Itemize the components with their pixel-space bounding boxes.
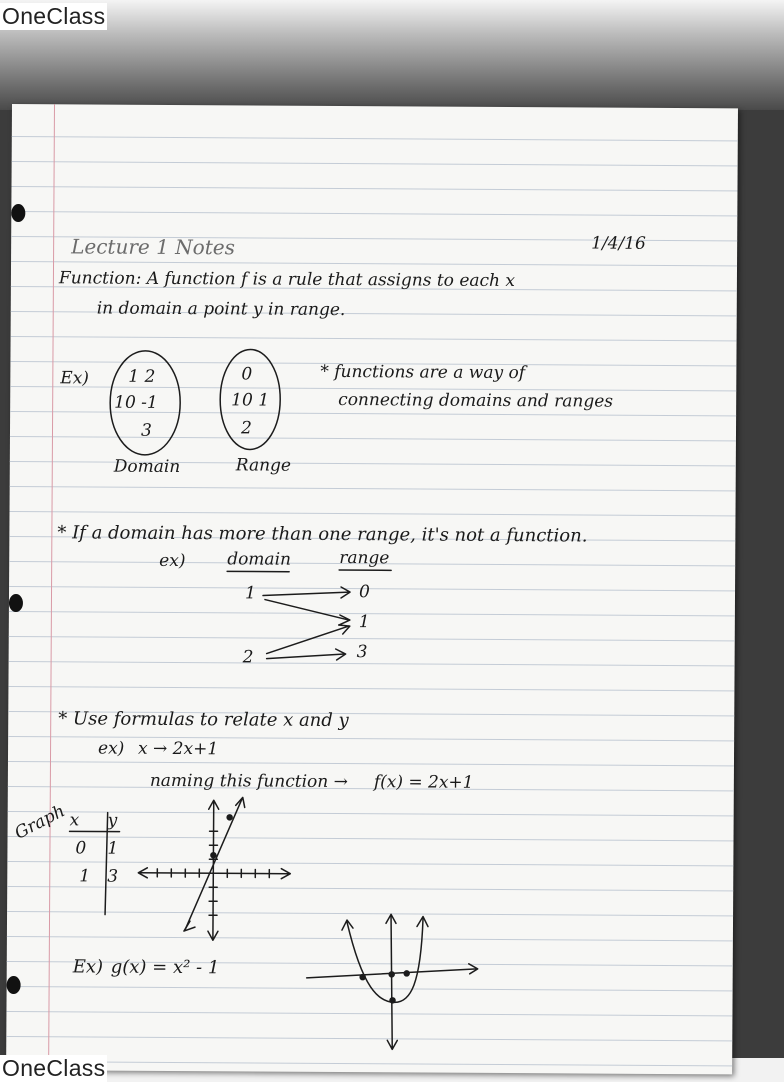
range-oval (220, 349, 281, 449)
example3-label: ex) (98, 738, 125, 759)
mapping-domain-value: 1 (244, 583, 256, 604)
range-set-item: 2 (240, 418, 252, 439)
line-graph (138, 797, 291, 941)
mapping-range-value: 0 (358, 582, 370, 603)
scanner-top-shadow (0, 0, 784, 110)
oneclass-watermark-top: OneClass (2, 3, 106, 29)
notes-date: 1/4/16 (591, 233, 646, 254)
domain-header: domain (227, 549, 292, 570)
mapping-arrows (263, 587, 350, 661)
definition-line-2: in domain a point y in range. (96, 298, 346, 321)
mapping-domain-value: 2 (242, 647, 254, 668)
mapping-range-value: 3 (356, 642, 368, 663)
mapping-range-value: 1 (358, 612, 370, 633)
domain-oval (110, 351, 181, 455)
domain-caption: Domain (113, 456, 181, 478)
table-divider-vertical (105, 813, 108, 915)
naming-text: naming this function → (149, 770, 348, 793)
formula-note: * Use formulas to relate x and y (58, 708, 349, 732)
domain-set-item: 1 2 (128, 366, 156, 387)
example4-label: Ex) (72, 956, 104, 978)
functions-note-line-2: connecting domains and ranges (338, 389, 614, 412)
range-caption: Range (235, 455, 292, 476)
table-cell: 0 (75, 838, 87, 859)
domain-set-item: 3 (140, 420, 152, 441)
example1-label: Ex) (60, 368, 90, 389)
definition-line-1: Function: A function f is a rule that assigns to each x (58, 268, 516, 292)
oneclass-watermark-bottom: OneClass (2, 1055, 106, 1081)
table-header-x: x (69, 810, 80, 831)
table-header-y: y (107, 810, 118, 831)
parabola-graph (306, 914, 478, 1050)
example4-function: g(x) = x² - 1 (110, 956, 220, 979)
mapping-expression: x → 2x+1 (138, 738, 219, 760)
domain-rule: * If a domain has more than one range, it's not a function. (57, 522, 588, 547)
range-set-item: 10 1 (231, 390, 270, 411)
table-cell: 3 (107, 866, 119, 887)
table-cell: 1 (79, 866, 91, 887)
functions-note-line-1: * functions are a way of (320, 361, 526, 384)
range-header: range (339, 548, 390, 569)
range-set-item: 0 (241, 364, 253, 385)
handwritten-drawings (6, 104, 738, 1074)
function-definition: f(x) = 2x+1 (373, 772, 474, 793)
graph-margin-label: Graph (11, 801, 69, 844)
notebook-page (6, 104, 738, 1074)
example2-label: ex) (159, 550, 186, 572)
domain-set-item: 10 -1 (114, 392, 158, 413)
notes-title: Lecture 1 Notes (71, 234, 235, 260)
table-cell: 1 (107, 838, 119, 859)
